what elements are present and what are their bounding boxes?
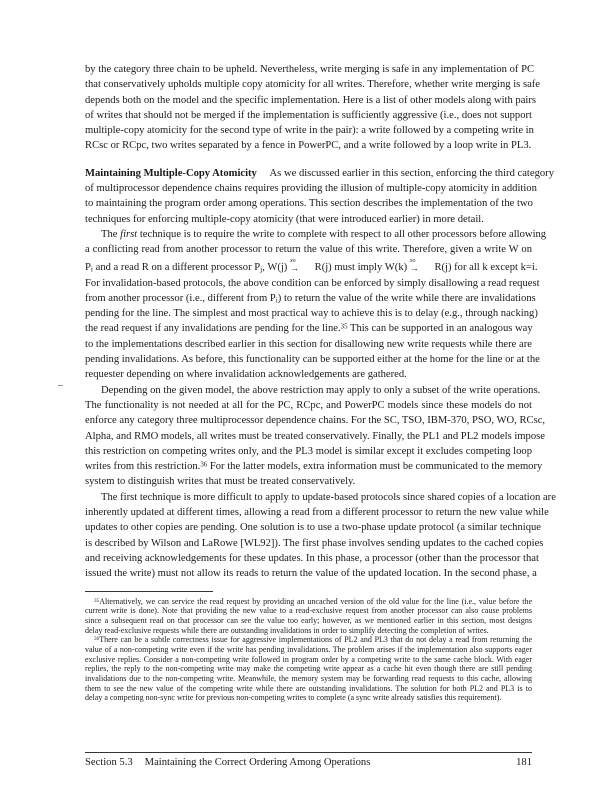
text-run: of multiprocessor dependence chains requires providing the illusion of multiple-copy atomicity in addition [85,183,537,195]
text-line [85,166,554,181]
text-run: inherently updated at different times, allowing a read from a different processor to return the new value while [85,507,549,519]
text-line [85,352,540,367]
text-run: them to see the new value of the competing write while there are outstanding invalidations. The solution for both PL2 and PL3 is to [85,683,532,693]
text-run: invalidations due to the non-competing write. Meanwhile, the memory system may be forwarding read requests to this cache, allowing [85,674,532,683]
footnote-line [85,635,532,645]
text-run: pending invalidations. As before, this functionality can be supported either at the home for the line or at the [85,354,540,366]
text-line [85,276,540,291]
footnote-ref: 35 [340,324,348,332]
text-line [85,257,538,276]
text-run: i [90,264,93,274]
text-run: writes from this restriction. [85,461,201,473]
text-line [85,138,532,153]
footnote-rule [85,591,213,592]
text-run: technique is to require the write to complete with respect to all other processors before allowing [137,228,547,240]
arrow-label: xo [290,257,296,264]
text-line [85,227,547,242]
text-line [85,505,549,520]
text-line [85,196,532,211]
text-line [85,212,532,227]
text-line [85,367,532,382]
text-line [85,306,538,321]
text-run: by the category three chain to be upheld. Nevertheless, write merging is safe in any implementation of PC [85,64,535,75]
footnote-line [85,597,532,607]
text-run: issued the write) must not allow its reads to return the value of the updated location. In the second phase, a [85,568,537,580]
text-line [85,398,532,413]
text-run: delay a competing non-sync write for previous non-competing writes to complete (a sync write already satisfies this requirement). [85,693,502,703]
text-line [85,474,532,489]
text-run: For invalidation-based protocols, the above condition can be enforced by simply disallowing a read request [85,277,540,289]
text-run: Depending on the given model, the above restriction may apply to only a subset of the write operations. [101,384,541,396]
footnotes [85,597,532,704]
right-arrow-icon: → [409,262,419,273]
text-run: Alpha, and RMO models, all writes must be treated conservatively. Finally, the PL1 and PL2 models impose [85,430,545,442]
text-run: ) to return the value of the write while there are invalidations [277,292,536,304]
text-run: enforce any category three multiprocessor dependence chains. For the SC, TSO, IBM-370, PSO, WO, RCsc, [85,415,546,427]
text-run: For the latter models, extra information must be communicated to the memory [207,461,543,473]
text-line [85,383,541,398]
text-run: replies, the reply to the non-competing write may make the competing write appear as a cache hit even though there are still pending [85,664,532,674]
text-run: value of a non-competing write even if the write has pending invalidations. The problem arises if the implementation also supports eager [85,644,532,654]
xo-arrow [410,258,432,272]
xo-arrow [290,258,312,272]
text-run: a conflicting read from another processor to return the value of this write. Therefore, given a write W on [85,244,532,256]
footer-title: Maintaining the Correct Ordering Among Operations [144,757,371,768]
text-run: i [275,295,278,305]
text-run: multiple-copy atomicity for the second type of write in the pair): a write followed by a competing write in [85,125,534,137]
text-run: updates to other copies are pending. One solution is to use a two-phase update protocol (a similar technique [85,522,541,534]
text-run: As we discussed earlier in this section, enforcing the third category [256,167,554,179]
text-run: and a read R on a different processor P [92,261,261,273]
page-body [85,62,556,703]
footer-rule [85,752,532,753]
text-line [85,536,544,551]
page-footer [85,756,532,769]
text-line [85,490,556,505]
text-run: to the implementations described earlier in this section for disallowing new write requests while there are [85,338,532,350]
text-run: of writes that should not be merged if the implementation is sufficiently aggressive (i.e., does not support [85,109,532,121]
section-heading: Maintaining Multiple-Copy Atomicity [85,167,257,179]
footnote-ref: 35 [94,597,100,604]
text-line [85,566,537,581]
text-line [85,551,539,566]
text-run: techniques for enforcing multiple-copy atomicity (that were introduced earlier) in more detail. [85,213,484,225]
text-run: is described by Wilson and LaRowe [WL92]). The first phase involves sending updates to the cached copies [85,537,544,549]
footnote-line [85,626,532,636]
text-line [85,291,536,306]
text-line [85,123,532,138]
text-line [85,242,532,257]
text-line [85,520,541,535]
text-run: The functionality is not needed at all for the PC, RCpc, and PowerPC models since these models do not [85,399,532,411]
footnote-line [85,684,532,694]
text-run: RCsc or RCpc, two writes separated by a fence in PowerPC, and a write followed by a loop write in PL3. [85,140,532,152]
footnote-ref: 36 [200,461,208,469]
footnote-line [85,655,532,665]
footnote-ref: 36 [94,636,100,643]
text-run: There can be a subtle correctness issue for aggressive implementations of PL2 and PL3 that do not delay a read from returning the [99,635,532,645]
text-line [85,93,537,108]
margin-mark [58,385,63,386]
text-line [85,62,535,77]
text-line [85,429,545,444]
footnote-line [85,606,532,616]
text-run: that conservatively upholds multiple copy atomicity for all writes. Therefore, whether write merging is safe [85,79,541,91]
footnote-line [85,645,532,655]
footer-section: Section 5.3 [85,757,133,768]
text-run: , W(j) [262,261,290,273]
text-run: to maintaining the program order among operations. This section describes the implementation of the two [85,198,533,210]
text-run: delay read-exclusive requests while there are outstanding invalidations in order to simplify detecting the completion of writes. [85,625,489,635]
text-line [85,181,537,196]
right-arrow-icon: → [290,262,299,273]
text-run: exclusive replies. Consider a non-competing write followed in program order by a competing write to the same cache block. With eager [85,654,532,664]
text-line [85,337,532,352]
text-run: R(j) must imply W(k) [312,261,410,273]
text-run: This can be supported in an analogous way [347,323,533,335]
page-number: 181 [516,757,532,768]
text-run: and receiving acknowledgements for these updates. In this phase, a processor (other than the processor that [85,552,539,564]
text-run: the read request if any invalidations are pending for the line. [85,323,341,335]
text-line [85,444,532,459]
text-run: j [260,264,263,274]
text-line [85,77,541,92]
running-footer [85,756,370,769]
footnote-line [85,674,532,684]
arrow-label: xo [409,257,416,264]
text-run: first [120,228,138,240]
text-run: current write is done). Note that providing the new value to a read-exclusive request from another processor can also cause problems [85,606,532,616]
text-line [85,459,543,474]
text-run: since a subsequent read on that processor can see the value too early; however, as we mentioned earlier in this section, most designs [85,615,532,625]
text-run: The [101,228,121,240]
text-run: R(j) for all k except k=i. [431,261,538,273]
text-line [85,413,546,428]
text-run: requester depending on where invalidation acknowledgements are gathered. [85,369,407,381]
text-run: system to distinguish writes that must be treated conservatively. [85,476,356,488]
text-run: depends both on the model and the specific implementation. Here is a list of other models along with pairs [85,94,537,106]
text-run: The first technique is more difficult to apply to update-based protocols since shared copies of a location are [101,491,556,503]
footnote-line [85,693,532,703]
text-run: Alternatively, we can service the read request by providing an uncached version of the old value for the line (i.e., value before the [99,596,532,606]
body-text [85,62,556,582]
text-run: P [85,261,91,273]
text-run: this restriction on competing writes only, and the PL3 model is similar except it excludes competing loop [85,445,532,457]
footnote-line [85,664,532,674]
text-line [85,108,532,123]
text-run: from another processor (i.e., different from P [85,292,276,304]
footnote-line [85,616,532,626]
text-run: pending for the line. The simplest and most practical way to achieve this is to delay (e.g., through nacking) [85,308,538,320]
paragraph-gap [85,154,532,166]
text-line [85,321,532,336]
